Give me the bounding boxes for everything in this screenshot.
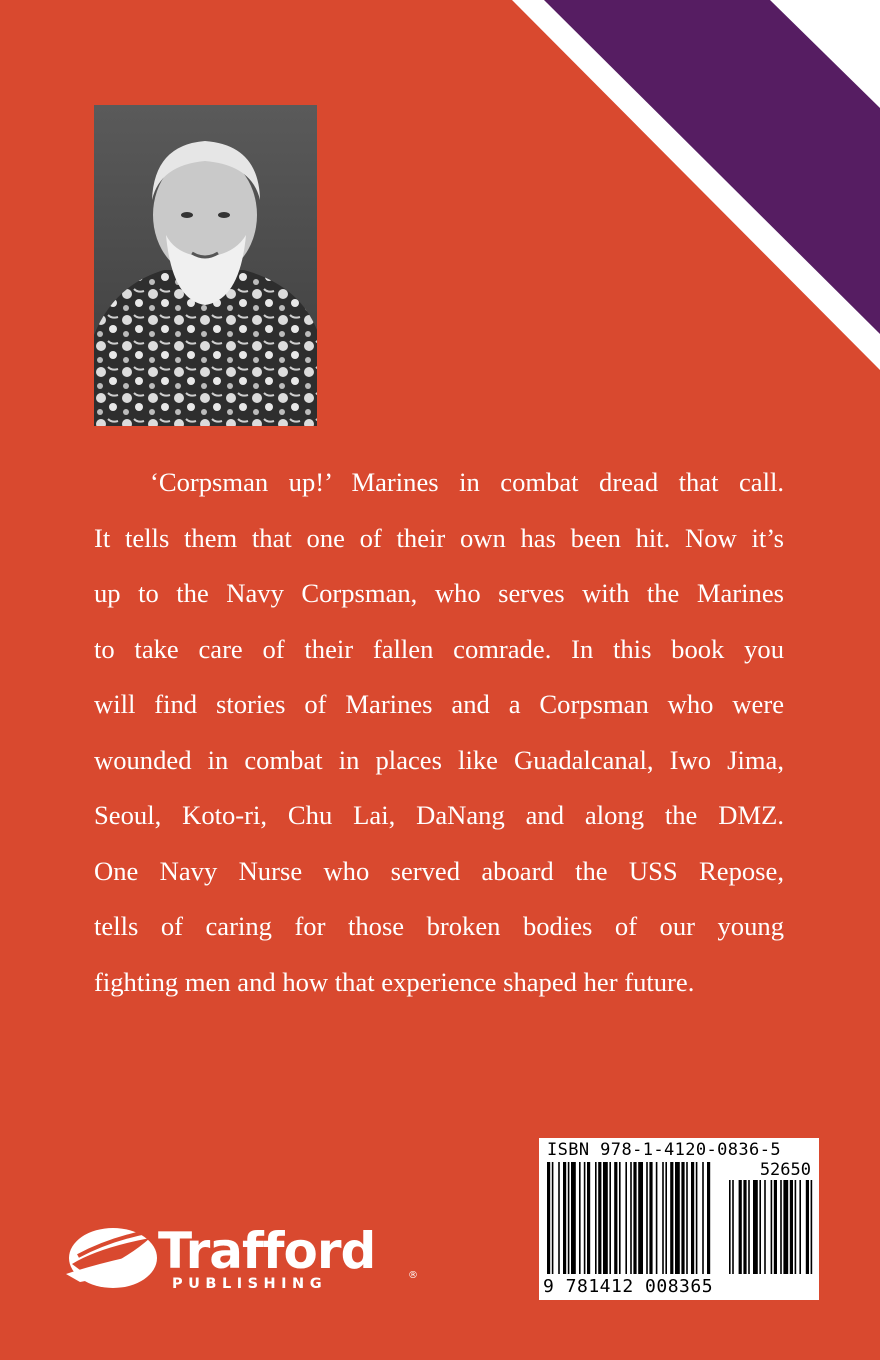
- barcode-bar: [665, 1162, 667, 1274]
- publisher-name: Trafford: [158, 1222, 376, 1280]
- blurb-line: One Navy Nurse who served aboard the USS Repose,: [94, 855, 784, 886]
- barcode-addon-bar: [759, 1180, 761, 1274]
- blurb-line: to take care of their fallen comrade. In this book you: [94, 633, 784, 664]
- barcode-addon-bar: [806, 1180, 809, 1274]
- barcode-addon-bar: [771, 1180, 773, 1274]
- isbn-barcode: [539, 1138, 819, 1300]
- barcode-bar: [633, 1162, 636, 1274]
- barcode-bar: [568, 1162, 570, 1274]
- blurb-line: It tells them that one of their own has been hit. Now it’s: [94, 522, 784, 553]
- barcode-bar: [686, 1162, 688, 1274]
- barcode-bar: [584, 1162, 586, 1274]
- publisher-subtitle: PUBLISHING: [172, 1276, 328, 1292]
- blurb-line: up to the Navy Corpsman, who serves with the Marines: [94, 578, 784, 608]
- stripe-purple-band: [544, 0, 880, 334]
- barcode-bar: [598, 1162, 601, 1274]
- barcode-bar: [646, 1162, 648, 1274]
- barcode-bar: [670, 1162, 673, 1274]
- barcode-addon-bar: [729, 1180, 731, 1274]
- barcode-bar: [587, 1162, 590, 1274]
- barcode-addon-bar: [732, 1180, 734, 1274]
- ship-bow-icon: [58, 1218, 158, 1298]
- barcode-bar: [552, 1162, 554, 1274]
- barcode-addon-bar: [774, 1180, 777, 1274]
- price-code: 52650: [759, 1160, 811, 1180]
- barcode-addon-bar: [780, 1180, 782, 1274]
- barcode-addon-bar: [790, 1180, 793, 1274]
- barcode-bar: [681, 1162, 684, 1274]
- stripe-white-border: [512, 0, 880, 370]
- barcode-bar: [675, 1162, 680, 1274]
- barcode-bar: [696, 1162, 698, 1274]
- barcode-addon-bar: [743, 1180, 746, 1274]
- barcode-bar: [662, 1162, 664, 1274]
- barcode-bar: [547, 1162, 550, 1274]
- blurb-line: Seoul, Koto-ri, Chu Lai, DaNang and along the DMZ.: [94, 800, 784, 830]
- barcode-bar: [595, 1162, 597, 1274]
- barcode-bar: [630, 1162, 632, 1274]
- barcode-bar: [579, 1162, 581, 1274]
- barcode-bar: [558, 1162, 560, 1274]
- blurb-line: will find stories of Marines and a Corpsman who were: [94, 689, 784, 719]
- barcode-bar: [702, 1162, 704, 1274]
- barcode-addon-bar: [783, 1180, 788, 1274]
- author-photo: [94, 105, 317, 426]
- blurb-line: tells of caring for those broken bodies of our young: [94, 911, 784, 941]
- barcode-bar: [603, 1162, 608, 1274]
- registered-mark: ®: [408, 1270, 418, 1281]
- barcode-bar: [619, 1162, 621, 1274]
- barcode-bar: [656, 1162, 658, 1274]
- barcode-addon-bar: [739, 1180, 742, 1274]
- blurb-line: wounded in combat in places like Guadalcanal, Iwo Jima,: [94, 744, 784, 775]
- ean-number: 9 781412 008365: [543, 1276, 714, 1297]
- barcode-addon-bar: [764, 1180, 766, 1274]
- blurb-line: fighting men and how that experience shaped her future.: [94, 966, 695, 997]
- barcode-addon-bar: [799, 1180, 801, 1274]
- barcode-bar: [638, 1162, 643, 1274]
- barcode-bar: [563, 1162, 566, 1274]
- barcode-addon-bar: [753, 1180, 758, 1274]
- isbn-number: ISBN 978-1-4120-0836-5: [547, 1140, 781, 1160]
- author-portrait-icon: [94, 105, 317, 426]
- barcode-bar: [609, 1162, 611, 1274]
- barcode-addon-bar: [748, 1180, 750, 1274]
- blurb-line: ‘Corpsman up!’ Marines in combat dread that call.: [150, 467, 784, 497]
- back-cover-blurb: [94, 455, 784, 1010]
- barcode-bar: [691, 1162, 694, 1274]
- barcode-addon-bar: [795, 1180, 797, 1274]
- barcode-bar: [707, 1162, 710, 1274]
- barcode-bar: [625, 1162, 627, 1274]
- barcode-addon-bar: [811, 1180, 813, 1274]
- barcode-bar: [614, 1162, 617, 1274]
- publisher-logo: [58, 1218, 428, 1298]
- barcode-bar: [649, 1162, 652, 1274]
- barcode-bar: [571, 1162, 576, 1274]
